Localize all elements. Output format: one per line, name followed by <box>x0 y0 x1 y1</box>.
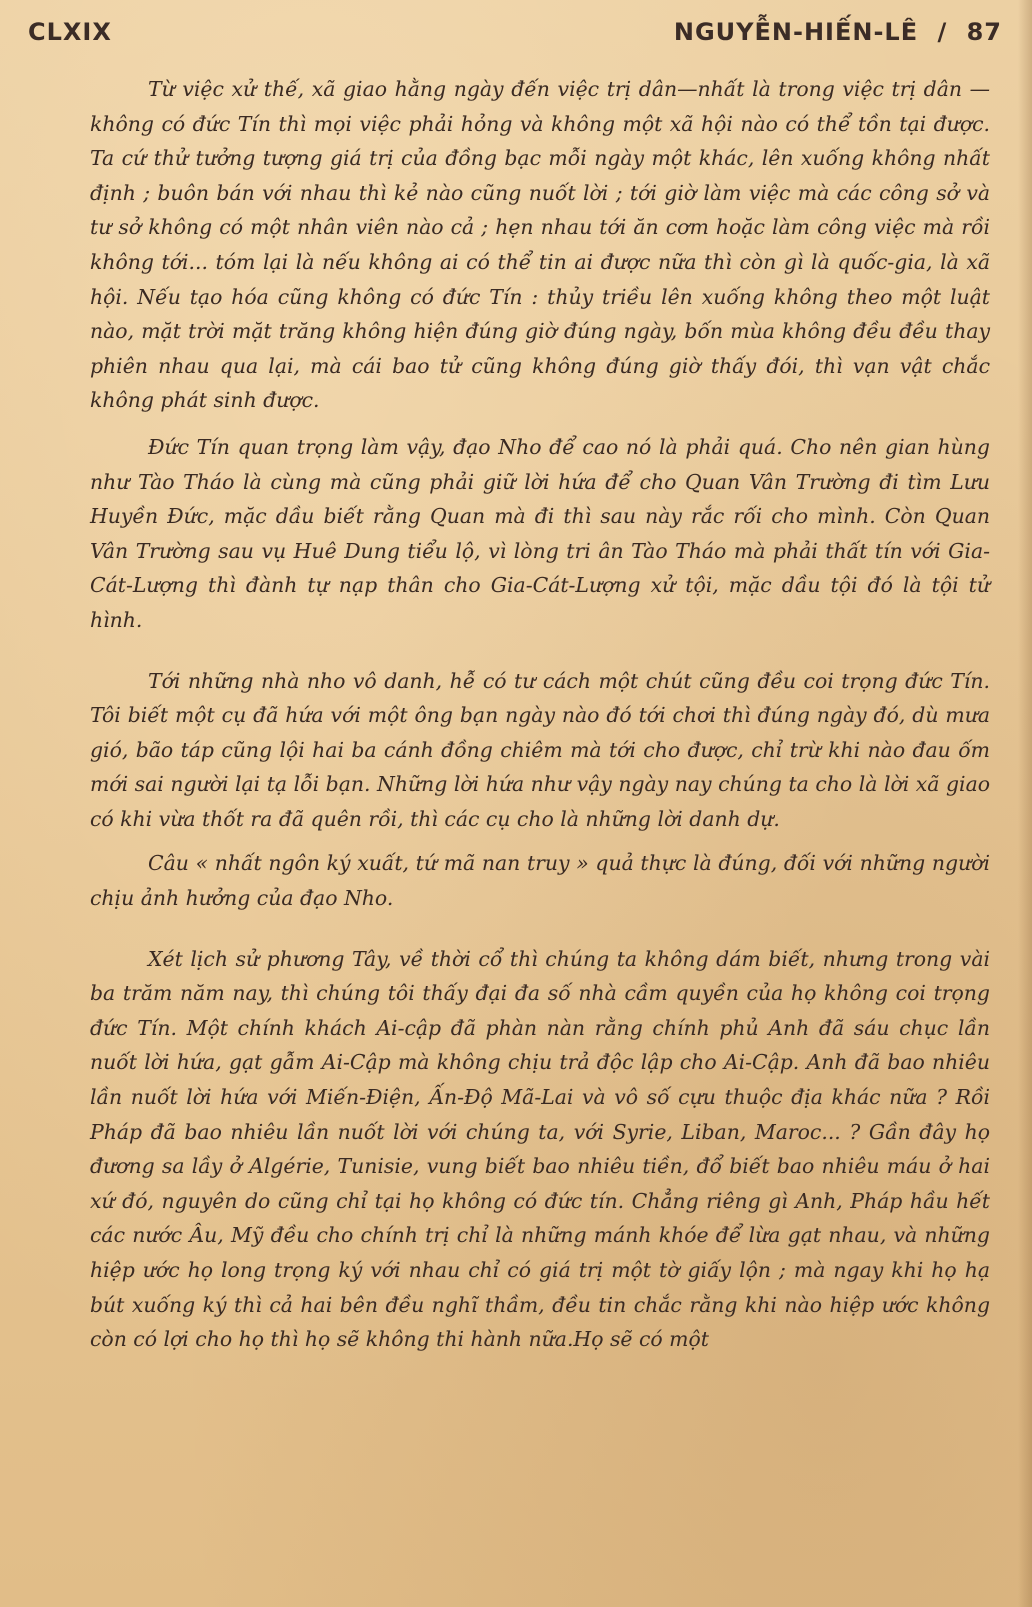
paragraph: Từ việc xử thế, xã giao hằng ngày đến việc trị dân—nhất là trong việc trị dân — không có đức Tín thì mọi việc phải hỏng và không một xã hội nào có thể tồn tại được. Ta cứ thử tưởng tượng giá trị của đồng bạc mỗi ngày một khác, lên xuống không nhất định ; buôn bán với nhau thì kẻ nào cũng nuốt lời ; tới giờ làm việc mà các công sở và tư sở không có một nhân viên nào cả ; hẹn nhau tới ăn cơm hoặc làm công việc mà rồi không tới... tóm lại là nếu không ai có thể tin ai được nữa thì còn gì là quốc-gia, là xã hội. Nếu tạo hóa cũng không có đức Tín : thủy triều lên xuống không theo một luật nào, mặt trời mặt trăng không hiện đúng giờ đúng ngày, bốn mùa không đều đều thay phiên nhau qua lại, mà cái bao tử cũng không đúng giờ thấy đói, thì vạn vật chắc không phát sinh được. <box>90 77 990 413</box>
paragraph: Tới những nhà nho vô danh, hễ có tư cách một chút cũng đều coi trọng đức Tín. Tôi biết một cụ đã hứa với một ông bạn ngày nào đó tới chơi thì đúng ngày đó, dù mưa gió, bão táp cũng lội hai ba cánh đồng chiêm mà tới cho được, chỉ trừ khi nào đau ốm mới sai người lại tạ lỗi bạn. Những lời hứa như vậy ngày nay chúng ta cho là lời xã giao có khi vừa thốt ra đã quên rồi, thì các cụ cho là những lời danh dự. <box>90 668 990 831</box>
running-header <box>28 14 1002 50</box>
header-right <box>664 18 1002 46</box>
paragraph: Xét lịch sử phương Tây, về thời cổ thì chúng ta không dám biết, nhưng trong vài ba trăm năm nay, thì chúng tôi thấy đại đa số nhà cầm quyền của họ không coi trọng đức Tín. Một chính khách Ai-cập đã phàn nàn rằng chính phủ Anh đã sáu chục lần nuốt lời hứa, gạt gẫm Ai-Cập mà không chịu trả độc lập cho Ai-Cập. Anh đã bao nhiêu lần nuốt lời hứa với Miến-Điện, Ấn-Độ Mã-Lai và vô số cựu thuộc địa khác nữa ? Rồi Pháp đã bao nhiêu lần nuốt lời với chúng ta, với Syrie, Liban, Maroc... ? Gần đây họ đương sa lầy ở Algérie, Tunisie, vung biết bao nhiêu tiền, đổ biết bao nhiêu máu ở hai xứ đó, nguyên do cũng chỉ tại họ không có đức tín. Chẳng riêng gì Anh, Pháp hầu hết các nước Âu, Mỹ đều cho chính trị chỉ là những mánh khóe để lừa gạt nhau, và những hiệp ước họ long trọng ký với nhau chỉ có giá trị một tờ giấy lộn ; mà ngay khi họ hạ bút xuống ký thì cả hai bên đều nghĩ thầm, đều tin chắc rằng khi nào hiệp ước không còn có lợi cho họ thì họ sẽ không thi hành nữa.Họ sẽ có một <box>90 946 990 1352</box>
paragraph: Đức Tín quan trọng làm vậy, đạo Nho để cao nó là phải quá. Cho nên gian hùng như Tào Tháo là cùng mà cũng phải giữ lời hứa để cho Quan Vân Trường đi tìm Lưu Huyền Đức, mặc dầu biết rằng Quan mà đi thì sau này rắc rối cho mình. Còn Quan Vân Trường sau vụ Huê Dung tiểu lộ, vì lòng tri ân Tào Tháo mà phải thất tín với Gia-Cát-Lượng thì đành tự nạp thân cho Gia-Cát-Lượng xử tội, mặc dầu tội đó là tội tử hình. <box>90 434 990 632</box>
issue-number: CLXIX <box>28 18 112 46</box>
page-number: 87 <box>966 18 1002 46</box>
header-separator: / <box>937 18 948 46</box>
body-text <box>90 72 990 1357</box>
paragraph: Câu « nhất ngôn ký xuất, tứ mã nan truy » quả thực là đúng, đối với những người chịu ảnh hưởng của đạo Nho. <box>90 851 990 911</box>
page-edge-shadow <box>1018 0 1032 1607</box>
author-name: NGUYỄN-HIẾN-LÊ <box>673 18 919 46</box>
